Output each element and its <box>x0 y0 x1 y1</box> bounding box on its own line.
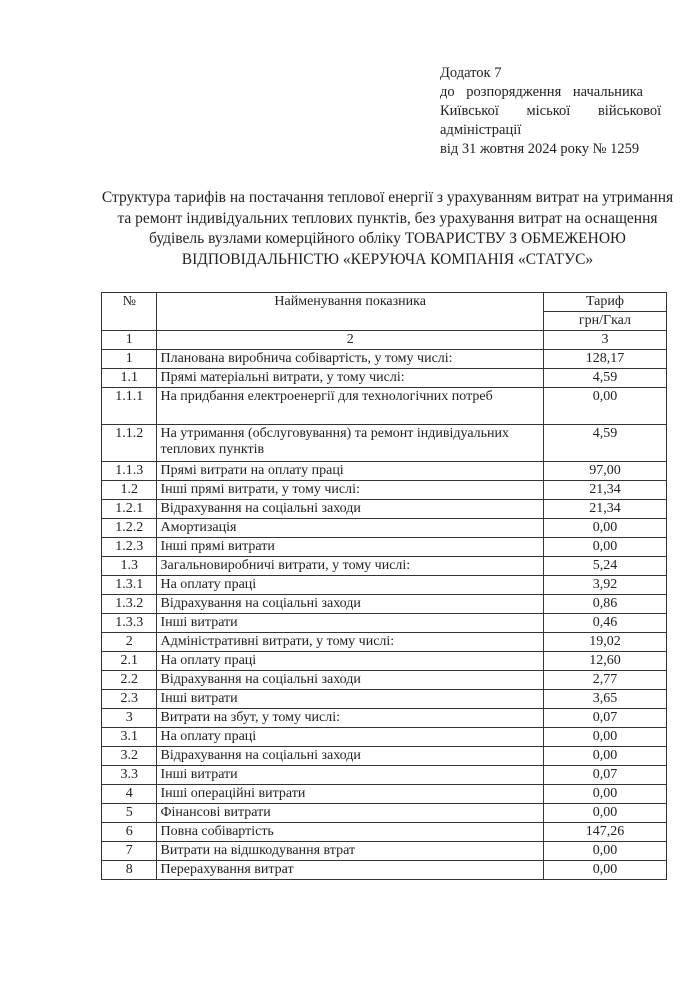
row-number: 1.1 <box>102 369 157 388</box>
annex-authority-line: Київської міської військової <box>440 103 662 119</box>
document-title: Структура тарифів на постачання теплової енергії з урахуванням витрат на утримання та ремонт індивідуальних теплових пунктів, без урахування витрат на оснащення будівель вузлами комерційного обліку ТОВАРИСТВУ З ОБМЕЖЕНОЮ ВІДПОВІДАЛЬНІСТЮ «КЕРУЮЧА КОМПАНІЯ «СТАТУС» <box>101 189 674 268</box>
row-indicator-name: Фінансові витрати <box>157 804 543 823</box>
table-row <box>102 369 667 388</box>
row-tariff-value: 97,00 <box>543 462 666 481</box>
row-tariff-value: 3,65 <box>543 690 666 709</box>
row-number: 2.3 <box>102 690 157 709</box>
table-row <box>102 861 667 880</box>
table-row <box>102 519 667 538</box>
table-row <box>102 785 667 804</box>
row-indicator-name: Інші витрати <box>157 766 543 785</box>
row-indicator-name: Загальновиробничі витрати, у тому числі: <box>157 557 543 576</box>
row-indicator-name: Відрахування на соціальні заходи <box>157 595 543 614</box>
row-indicator-name: Інші операційні витрати <box>157 785 543 804</box>
row-indicator-name: Прямі матеріальні витрати, у тому числі: <box>157 369 543 388</box>
table-row <box>102 823 667 842</box>
row-number: 3.2 <box>102 747 157 766</box>
row-indicator-name: Адміністративні витрати, у тому числі: <box>157 633 543 652</box>
row-tariff-value: 4,59 <box>543 369 666 388</box>
header-tariff: Тариф <box>543 293 666 312</box>
row-indicator-name: Інші прямі витрати, у тому числі: <box>157 481 543 500</box>
row-number: 1.2.3 <box>102 538 157 557</box>
table-row <box>102 690 667 709</box>
row-indicator-name: Інші витрати <box>157 614 543 633</box>
table-row <box>102 576 667 595</box>
table-row <box>102 671 667 690</box>
header-number: № <box>102 293 157 331</box>
row-tariff-value: 0,86 <box>543 595 666 614</box>
table-row <box>102 500 667 519</box>
row-tariff-value: 128,17 <box>543 350 666 369</box>
row-indicator-name: На придбання електроенергії для технологічних потреб <box>157 388 543 425</box>
row-number: 1.3.2 <box>102 595 157 614</box>
row-indicator-name: Інші витрати <box>157 690 543 709</box>
annex-order-line <box>440 83 690 102</box>
row-number: 1.1.1 <box>102 388 157 425</box>
row-number: 2 <box>102 633 157 652</box>
row-number: 1 <box>102 350 157 369</box>
row-number: 1.1.3 <box>102 462 157 481</box>
row-indicator-name: На оплату праці <box>157 728 543 747</box>
row-tariff-value: 0,07 <box>543 709 666 728</box>
annex-block <box>440 64 690 159</box>
row-tariff-value: 12,60 <box>543 652 666 671</box>
row-number: 3.3 <box>102 766 157 785</box>
row-tariff-value: 0,00 <box>543 842 666 861</box>
row-tariff-value: 4,59 <box>543 425 666 462</box>
row-number: 8 <box>102 861 157 880</box>
table-row <box>102 481 667 500</box>
row-tariff-value: 0,00 <box>543 804 666 823</box>
row-tariff-value: 19,02 <box>543 633 666 652</box>
row-tariff-value: 0,00 <box>543 785 666 804</box>
table-row <box>102 538 667 557</box>
row-number: 7 <box>102 842 157 861</box>
row-indicator-name: Інші прямі витрати <box>157 538 543 557</box>
row-number: 3.1 <box>102 728 157 747</box>
row-indicator-name: Відрахування на соціальні заходи <box>157 747 543 766</box>
row-number: 1.3 <box>102 557 157 576</box>
column-number-2: 2 <box>157 331 543 350</box>
table-row <box>102 709 667 728</box>
row-number: 1.2 <box>102 481 157 500</box>
row-indicator-name: На оплату праці <box>157 576 543 595</box>
table-row <box>102 350 667 369</box>
table-row <box>102 388 667 425</box>
header-indicator-name: Найменування показника <box>157 293 543 331</box>
row-number: 1.3.1 <box>102 576 157 595</box>
column-number-3: 3 <box>543 331 666 350</box>
row-indicator-name: Повна собівартість <box>157 823 543 842</box>
table-row <box>102 614 667 633</box>
row-tariff-value: 147,26 <box>543 823 666 842</box>
row-tariff-value: 0,00 <box>543 747 666 766</box>
row-indicator-name: На утримання (обслуговування) та ремонт індивідуальних теплових пунктів <box>157 425 543 462</box>
row-tariff-value: 0,00 <box>543 388 666 425</box>
header-unit: грн/Гкал <box>543 312 666 331</box>
row-indicator-name: Відрахування на соціальні заходи <box>157 500 543 519</box>
row-tariff-value: 5,24 <box>543 557 666 576</box>
row-number: 5 <box>102 804 157 823</box>
table-row <box>102 728 667 747</box>
row-number: 4 <box>102 785 157 804</box>
table-row <box>102 595 667 614</box>
row-tariff-value: 2,77 <box>543 671 666 690</box>
table-row <box>102 842 667 861</box>
annex-number: Додаток 7 <box>440 65 502 81</box>
row-tariff-value: 0,00 <box>543 728 666 747</box>
table-row <box>102 462 667 481</box>
row-tariff-value: 21,34 <box>543 500 666 519</box>
row-number: 3 <box>102 709 157 728</box>
row-tariff-value: 0,00 <box>543 519 666 538</box>
annex-order-text: до розпорядження начальника <box>440 84 643 100</box>
row-number: 2.2 <box>102 671 157 690</box>
table-row <box>102 652 667 671</box>
table-row <box>102 425 667 462</box>
row-number: 1.3.3 <box>102 614 157 633</box>
row-indicator-name: Витрати на збут, у тому числі: <box>157 709 543 728</box>
row-indicator-name: Витрати на відшкодування втрат <box>157 842 543 861</box>
annex-authority-line2: адміністрації <box>440 122 522 138</box>
row-number: 1.2.1 <box>102 500 157 519</box>
row-number: 2.1 <box>102 652 157 671</box>
row-number: 1.1.2 <box>102 425 157 462</box>
row-tariff-value: 3,92 <box>543 576 666 595</box>
tariff-structure-table <box>101 292 667 880</box>
row-indicator-name: Відрахування на соціальні заходи <box>157 671 543 690</box>
row-indicator-name: На оплату праці <box>157 652 543 671</box>
row-indicator-name: Амортизація <box>157 519 543 538</box>
row-tariff-value: 21,34 <box>543 481 666 500</box>
column-number-1: 1 <box>102 331 157 350</box>
row-indicator-name: Планована виробнича собівартість, у тому числі: <box>157 350 543 369</box>
row-tariff-value: 0,00 <box>543 861 666 880</box>
row-indicator-name: Перерахування витрат <box>157 861 543 880</box>
table-row <box>102 557 667 576</box>
annex-date: від 31 жовтня 2024 року № 1259 <box>440 141 640 157</box>
row-tariff-value: 0,46 <box>543 614 666 633</box>
row-number: 1.2.2 <box>102 519 157 538</box>
row-tariff-value: 0,07 <box>543 766 666 785</box>
row-indicator-name: Прямі витрати на оплату праці <box>157 462 543 481</box>
row-tariff-value: 0,00 <box>543 538 666 557</box>
row-number: 6 <box>102 823 157 842</box>
table-row <box>102 804 667 823</box>
table-row <box>102 766 667 785</box>
table-row <box>102 633 667 652</box>
table-row <box>102 747 667 766</box>
